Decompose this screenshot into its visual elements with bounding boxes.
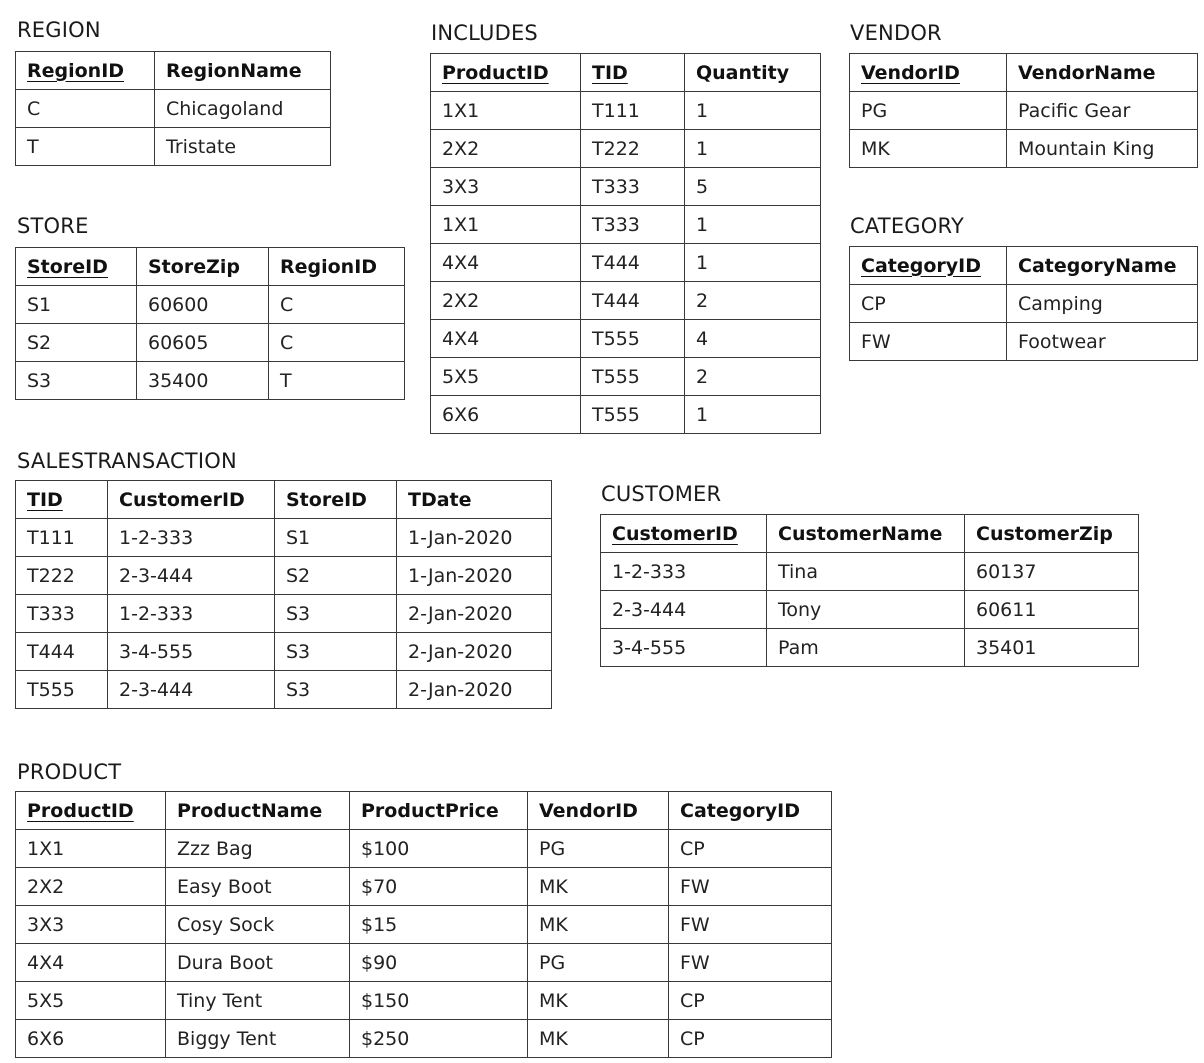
product-cell: Cosy Sock xyxy=(166,906,350,944)
includes-cell: T555 xyxy=(581,358,685,396)
salestransaction-cell: S2 xyxy=(275,557,397,595)
product-cell: PG xyxy=(528,944,669,982)
product-table xyxy=(15,791,832,1058)
category-column-header: CategoryName xyxy=(1007,247,1198,285)
category-cell: Footwear xyxy=(1007,323,1198,361)
product-cell: 5X5 xyxy=(16,982,166,1020)
includes-table xyxy=(430,53,821,434)
store-cell: T xyxy=(269,362,405,400)
includes-cell: 1 xyxy=(685,396,821,434)
product-cell: FW xyxy=(669,868,832,906)
includes-cell: 2X2 xyxy=(431,130,581,168)
store-cell: 60605 xyxy=(137,324,269,362)
salestransaction-column-header: TID xyxy=(16,481,108,519)
category-title: CATEGORY xyxy=(850,214,964,238)
customer-cell: 60611 xyxy=(965,591,1139,629)
region-cell: T xyxy=(16,128,155,166)
product-cell: MK xyxy=(528,982,669,1020)
includes-cell: 6X6 xyxy=(431,396,581,434)
store-cell: S3 xyxy=(16,362,137,400)
salestransaction-cell: 1-Jan-2020 xyxy=(397,557,552,595)
vendor-column-header: VendorID xyxy=(850,54,1007,92)
product-cell: $90 xyxy=(350,944,528,982)
product-cell: $70 xyxy=(350,868,528,906)
region-title: REGION xyxy=(17,18,101,42)
product-cell: 1X1 xyxy=(16,830,166,868)
table-row xyxy=(16,982,832,1020)
table-row xyxy=(601,553,1139,591)
customer-cell: 60137 xyxy=(965,553,1139,591)
table-row xyxy=(431,282,821,320)
includes-cell: 1X1 xyxy=(431,206,581,244)
product-column-header: ProductPrice xyxy=(350,792,528,830)
product-cell: FW xyxy=(669,906,832,944)
includes-header-row xyxy=(431,54,821,92)
salestransaction-cell: 2-Jan-2020 xyxy=(397,595,552,633)
table-row xyxy=(431,92,821,130)
product-cell: CP xyxy=(669,982,832,1020)
table-row xyxy=(16,1020,832,1058)
store-cell: C xyxy=(269,286,405,324)
includes-cell: 1 xyxy=(685,130,821,168)
table-row xyxy=(431,206,821,244)
product-cell: $15 xyxy=(350,906,528,944)
table-row xyxy=(431,168,821,206)
vendor-header-row xyxy=(850,54,1198,92)
table-row xyxy=(431,358,821,396)
region-cell: Tristate xyxy=(155,128,331,166)
table-row xyxy=(431,130,821,168)
includes-cell: T444 xyxy=(581,244,685,282)
table-row xyxy=(16,906,832,944)
salestransaction-cell: T444 xyxy=(16,633,108,671)
salestransaction-cell: 1-2-333 xyxy=(108,519,275,557)
customer-column-header: CustomerID xyxy=(601,515,767,553)
table-row xyxy=(431,244,821,282)
salestransaction-cell: S3 xyxy=(275,595,397,633)
customer-title: CUSTOMER xyxy=(601,482,722,506)
category-column-header: CategoryID xyxy=(850,247,1007,285)
customer-column-header: CustomerName xyxy=(767,515,965,553)
customer-cell: 1-2-333 xyxy=(601,553,767,591)
table-row xyxy=(850,323,1198,361)
product-title: PRODUCT xyxy=(17,760,122,784)
category-cell: FW xyxy=(850,323,1007,361)
vendor-cell: Mountain King xyxy=(1007,130,1198,168)
product-cell: Tiny Tent xyxy=(166,982,350,1020)
table-row xyxy=(16,286,405,324)
category-table xyxy=(849,246,1198,361)
table-row xyxy=(16,362,405,400)
includes-cell: 4 xyxy=(685,320,821,358)
includes-column-header: Quantity xyxy=(685,54,821,92)
salestransaction-cell: S1 xyxy=(275,519,397,557)
includes-cell: 1X1 xyxy=(431,92,581,130)
store-cell: S1 xyxy=(16,286,137,324)
includes-cell: T111 xyxy=(581,92,685,130)
product-cell: MK xyxy=(528,1020,669,1058)
store-column-header: StoreZip xyxy=(137,248,269,286)
region-table xyxy=(15,51,331,166)
includes-cell: 2X2 xyxy=(431,282,581,320)
customer-cell: 2-3-444 xyxy=(601,591,767,629)
category-header-row xyxy=(850,247,1198,285)
includes-column-header: TID xyxy=(581,54,685,92)
table-row xyxy=(16,324,405,362)
salestransaction-title: SALESTRANSACTION xyxy=(17,449,237,473)
includes-cell: T333 xyxy=(581,206,685,244)
customer-cell: Tina xyxy=(767,553,965,591)
product-cell: 2X2 xyxy=(16,868,166,906)
customer-cell: Tony xyxy=(767,591,965,629)
salestransaction-cell: 2-3-444 xyxy=(108,557,275,595)
includes-cell: 4X4 xyxy=(431,320,581,358)
table-row xyxy=(16,128,331,166)
customer-table xyxy=(600,514,1139,667)
salestransaction-cell: T222 xyxy=(16,557,108,595)
includes-cell: T555 xyxy=(581,320,685,358)
salestransaction-cell: T333 xyxy=(16,595,108,633)
table-row xyxy=(601,591,1139,629)
table-row xyxy=(850,130,1198,168)
includes-cell: 5X5 xyxy=(431,358,581,396)
region-cell: Chicagoland xyxy=(155,90,331,128)
category-cell: CP xyxy=(850,285,1007,323)
customer-header-row xyxy=(601,515,1139,553)
includes-cell: 1 xyxy=(685,92,821,130)
includes-column-header: ProductID xyxy=(431,54,581,92)
table-row xyxy=(16,944,832,982)
table-row xyxy=(16,595,552,633)
salestransaction-header-row xyxy=(16,481,552,519)
product-cell: CP xyxy=(669,1020,832,1058)
salestransaction-cell: T555 xyxy=(16,671,108,709)
store-column-header: RegionID xyxy=(269,248,405,286)
store-cell: S2 xyxy=(16,324,137,362)
salestransaction-cell: 1-2-333 xyxy=(108,595,275,633)
includes-cell: 2 xyxy=(685,358,821,396)
salestransaction-cell: 3-4-555 xyxy=(108,633,275,671)
product-cell: MK xyxy=(528,868,669,906)
product-column-header: CategoryID xyxy=(669,792,832,830)
region-header-row xyxy=(16,52,331,90)
product-column-header: ProductID xyxy=(16,792,166,830)
region-cell: C xyxy=(16,90,155,128)
includes-cell: T333 xyxy=(581,168,685,206)
product-cell: $100 xyxy=(350,830,528,868)
product-header-row xyxy=(16,792,832,830)
includes-cell: T222 xyxy=(581,130,685,168)
product-column-header: VendorID xyxy=(528,792,669,830)
includes-cell: 1 xyxy=(685,206,821,244)
store-header-row xyxy=(16,248,405,286)
table-row xyxy=(850,285,1198,323)
salestransaction-column-header: TDate xyxy=(397,481,552,519)
salestransaction-cell: 1-Jan-2020 xyxy=(397,519,552,557)
product-cell: MK xyxy=(528,906,669,944)
store-table xyxy=(15,247,405,400)
salestransaction-cell: 2-Jan-2020 xyxy=(397,671,552,709)
customer-column-header: CustomerZip xyxy=(965,515,1139,553)
includes-cell: 4X4 xyxy=(431,244,581,282)
salestransaction-cell: S3 xyxy=(275,671,397,709)
salestransaction-cell: S3 xyxy=(275,633,397,671)
customer-cell: 3-4-555 xyxy=(601,629,767,667)
includes-title: INCLUDES xyxy=(431,21,538,45)
product-cell: 6X6 xyxy=(16,1020,166,1058)
product-cell: Zzz Bag xyxy=(166,830,350,868)
store-cell: 60600 xyxy=(137,286,269,324)
salestransaction-column-header: CustomerID xyxy=(108,481,275,519)
table-row xyxy=(16,830,832,868)
table-row xyxy=(601,629,1139,667)
salestransaction-cell: T111 xyxy=(16,519,108,557)
vendor-table xyxy=(849,53,1198,168)
table-row xyxy=(850,92,1198,130)
product-column-header: ProductName xyxy=(166,792,350,830)
store-cell: C xyxy=(269,324,405,362)
product-cell: Easy Boot xyxy=(166,868,350,906)
salestransaction-cell: 2-Jan-2020 xyxy=(397,633,552,671)
vendor-cell: PG xyxy=(850,92,1007,130)
salestransaction-cell: 2-3-444 xyxy=(108,671,275,709)
product-cell: Biggy Tent xyxy=(166,1020,350,1058)
product-cell: PG xyxy=(528,830,669,868)
product-cell: Dura Boot xyxy=(166,944,350,982)
vendor-column-header: VendorName xyxy=(1007,54,1198,92)
category-cell: Camping xyxy=(1007,285,1198,323)
store-column-header: StoreID xyxy=(16,248,137,286)
product-cell: CP xyxy=(669,830,832,868)
table-row xyxy=(16,671,552,709)
customer-cell: Pam xyxy=(767,629,965,667)
product-cell: $250 xyxy=(350,1020,528,1058)
product-cell: 4X4 xyxy=(16,944,166,982)
vendor-title: VENDOR xyxy=(850,21,942,45)
vendor-cell: MK xyxy=(850,130,1007,168)
store-title: STORE xyxy=(17,214,89,238)
table-row xyxy=(16,868,832,906)
table-row xyxy=(16,90,331,128)
product-cell: $150 xyxy=(350,982,528,1020)
region-column-header: RegionID xyxy=(16,52,155,90)
includes-cell: 5 xyxy=(685,168,821,206)
table-row xyxy=(16,519,552,557)
includes-cell: 3X3 xyxy=(431,168,581,206)
table-row xyxy=(16,557,552,595)
customer-cell: 35401 xyxy=(965,629,1139,667)
product-cell: FW xyxy=(669,944,832,982)
includes-cell: 2 xyxy=(685,282,821,320)
table-row xyxy=(431,396,821,434)
includes-cell: T555 xyxy=(581,396,685,434)
product-cell: 3X3 xyxy=(16,906,166,944)
includes-cell: T444 xyxy=(581,282,685,320)
store-cell: 35400 xyxy=(137,362,269,400)
salestransaction-table xyxy=(15,480,552,709)
includes-cell: 1 xyxy=(685,244,821,282)
region-column-header: RegionName xyxy=(155,52,331,90)
salestransaction-column-header: StoreID xyxy=(275,481,397,519)
vendor-cell: Pacific Gear xyxy=(1007,92,1198,130)
table-row xyxy=(16,633,552,671)
table-row xyxy=(431,320,821,358)
